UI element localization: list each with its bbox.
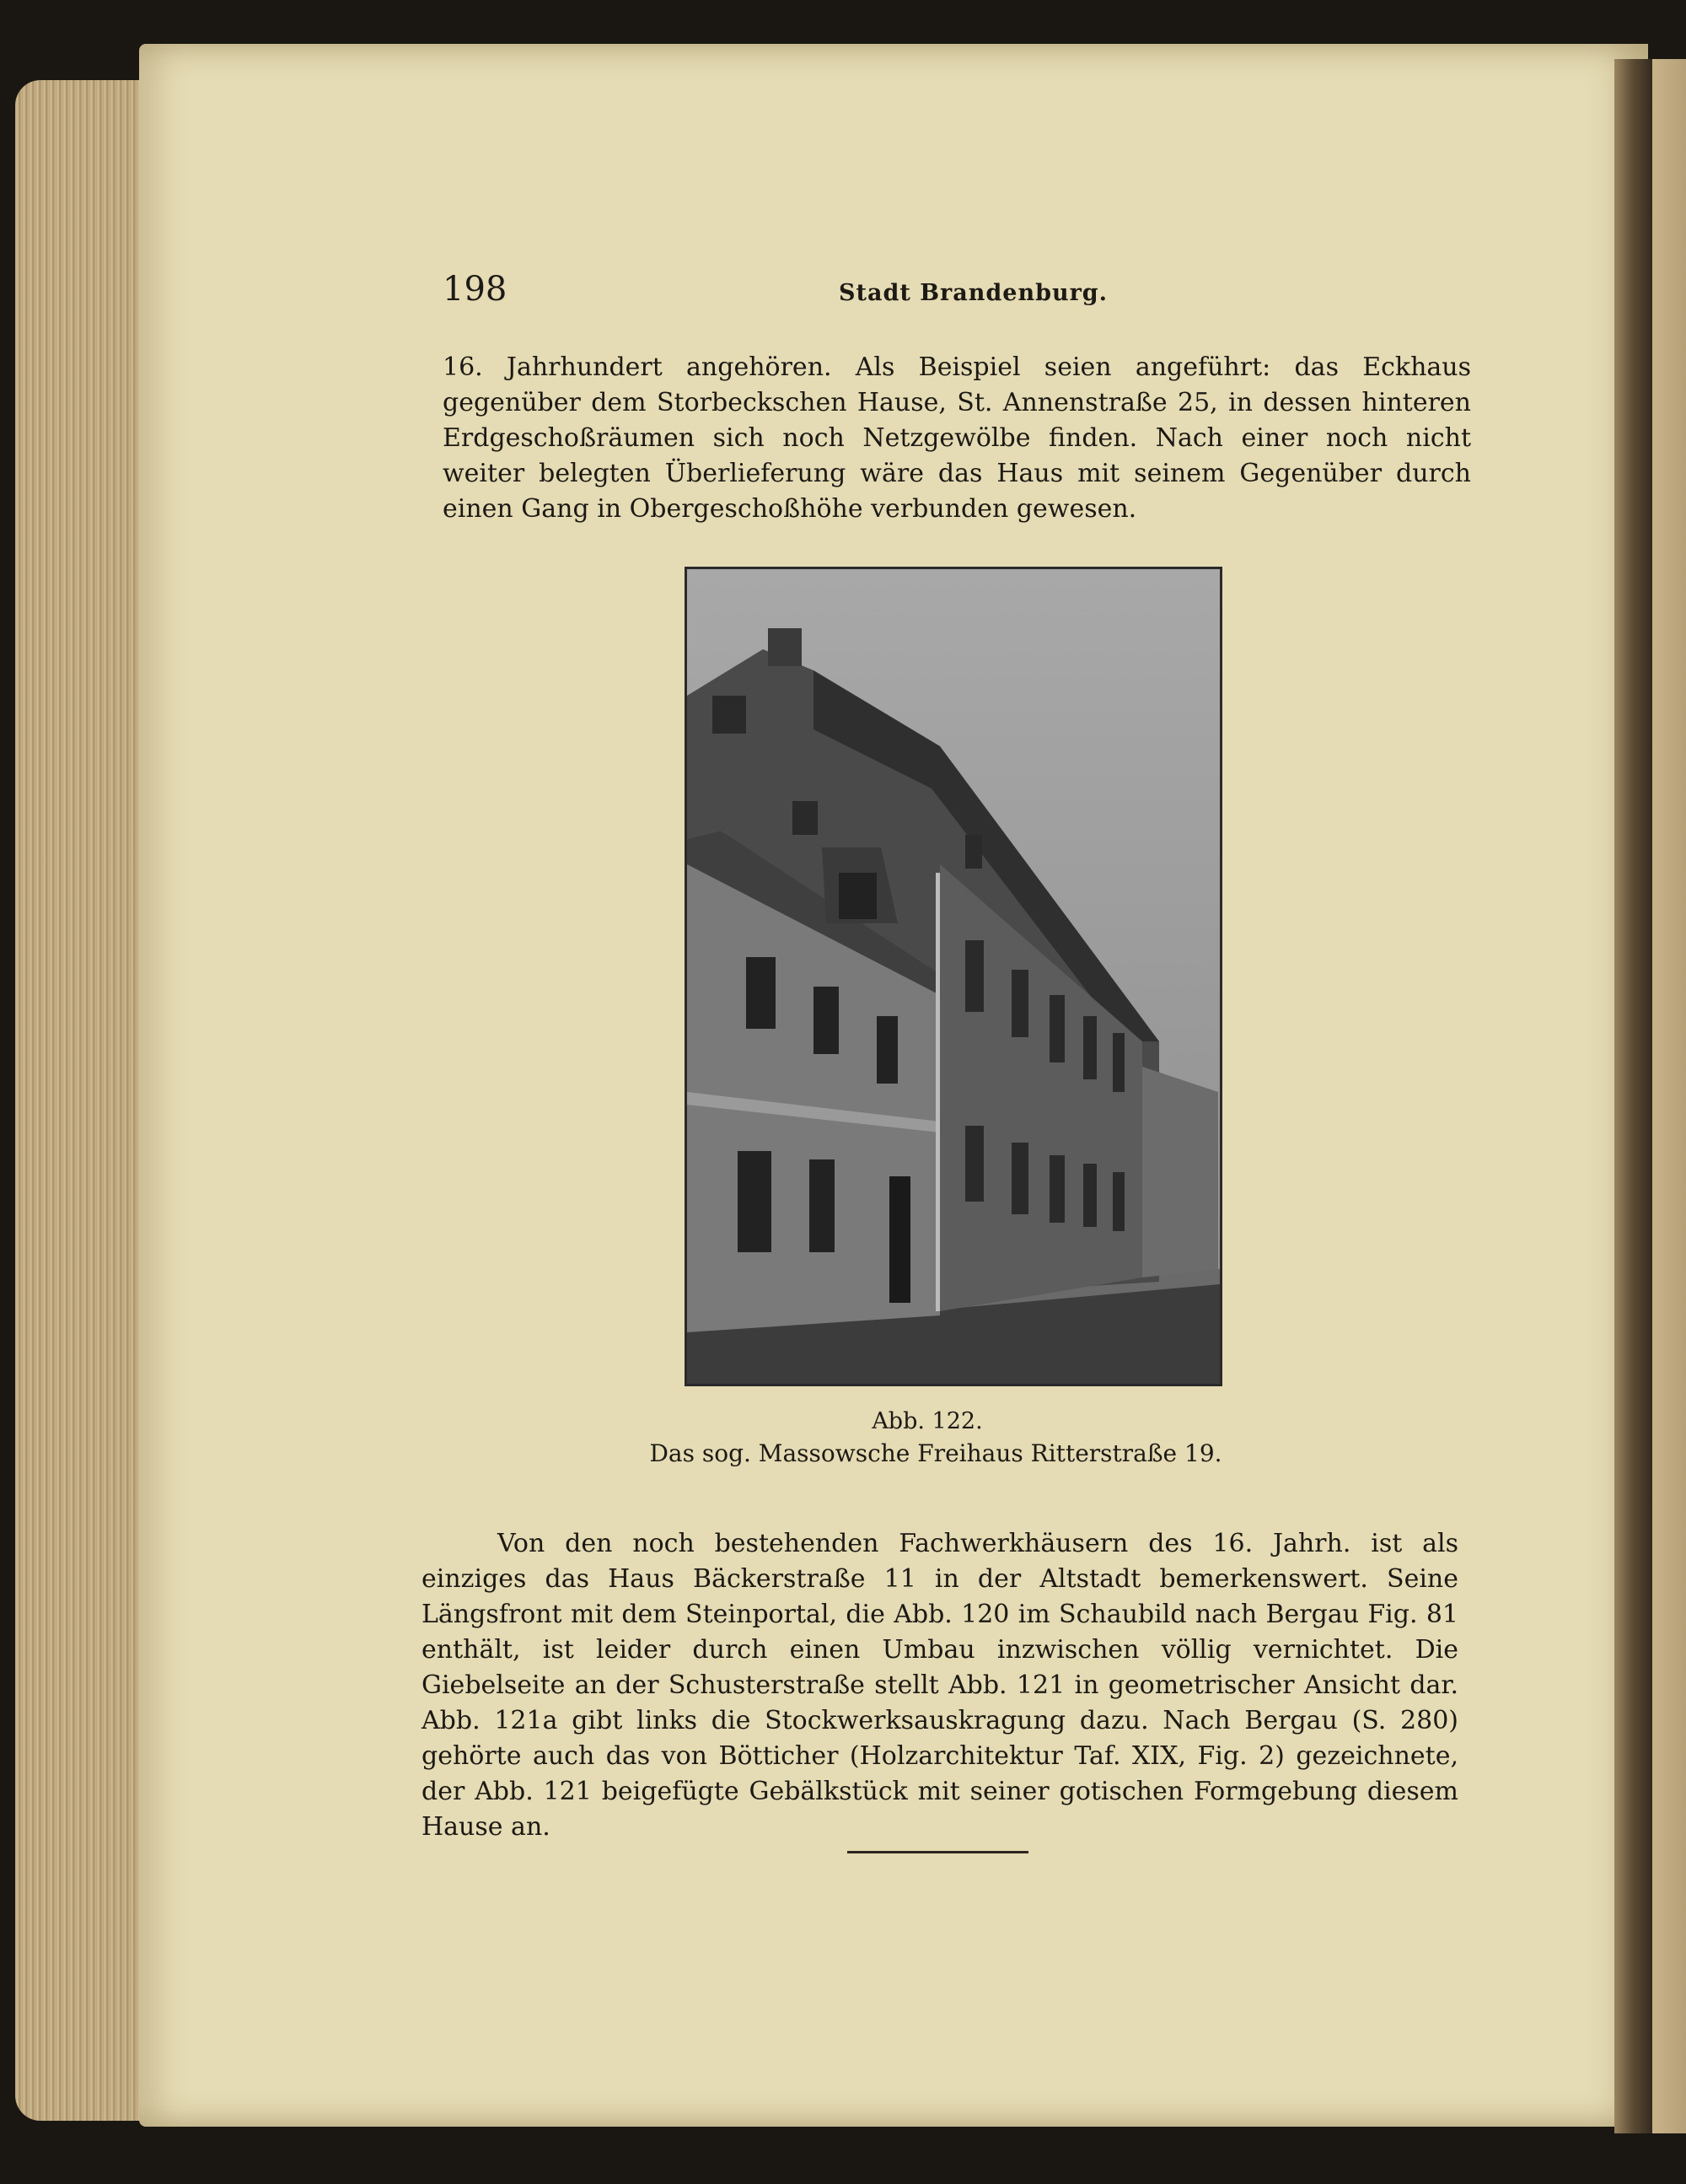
building-illustration bbox=[687, 569, 1220, 1384]
section-end-rule bbox=[847, 1851, 1028, 1853]
figure-caption: Das sog. Massowsche Freihaus Ritterstraße 19. bbox=[649, 1439, 1222, 1467]
figure-label: Abb. 122. bbox=[872, 1408, 983, 1434]
book-gutter bbox=[1614, 59, 1656, 2133]
page-number: 198 bbox=[443, 270, 507, 309]
paragraph-fachwerk: Von den noch bestehenden Fachwerkhäusern des 16. Jahrh. ist als einziges das Haus Bäckerstraße 11 in der Altstadt bemerkenswert. Seine Längsfront mit dem Steinportal, die Abb. 120 im Schaubild nach Bergau Fig. 81 enthält, ist leider durch einen Umbau inzwischen völlig vernichtet. Die Giebelseite an der Schusterstraße stellt Abb. 121 in geometrischer Ansicht dar. Abb. 121a gibt links die Stockwerksauskragung dazu. Nach Bergau (S. 280) gehörte auch das von Bötticher (Holzarchitektur Taf. XIX, Fig. 2) gezeichnete, der Abb. 121 beigefügte Gebälkstück mit seiner gotischen Formgebung diesem Hause an. bbox=[422, 1529, 1458, 1842]
paragraph-intro: 16. Jahrhundert angehören. Als Beispiel seien angeführt: das Eckhaus gegenüber dem Storbeckschen Hause, St. Annenstraße 25, in dessen hinteren Erdgeschoßräumen sich noch Netzgewölbe finden. Nach einer noch nicht weiter belegten Überlieferung wäre das Haus mit seinem Gegenüber durch einen Gang in Obergeschoßhöhe verbunden gewesen. bbox=[443, 352, 1471, 524]
facing-page-edge bbox=[1652, 59, 1686, 2133]
building-photograph bbox=[685, 567, 1222, 1386]
running-title: Stadt Brandenburg. bbox=[839, 280, 1109, 306]
